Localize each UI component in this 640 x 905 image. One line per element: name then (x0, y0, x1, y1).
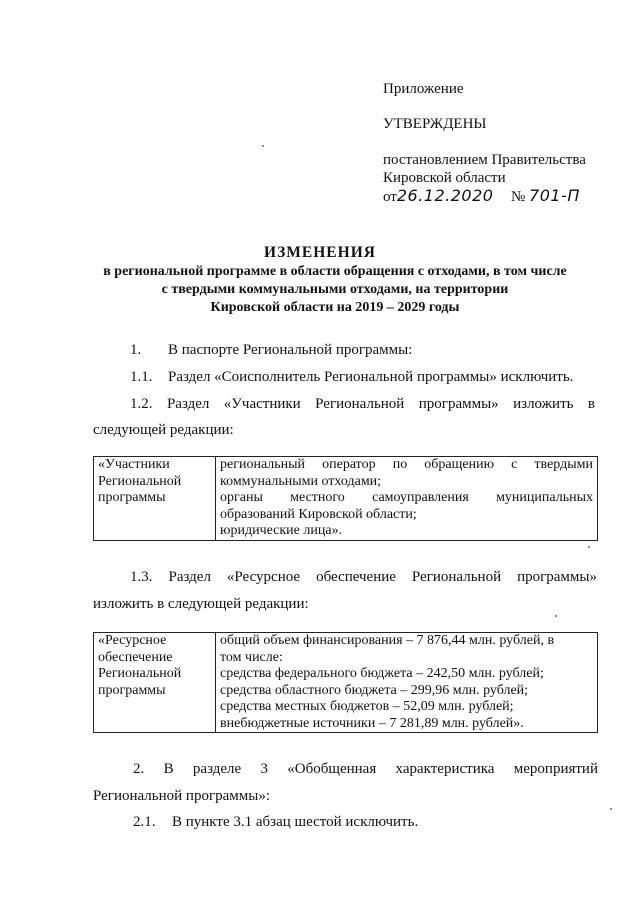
handwritten-number: 701-П (529, 186, 580, 205)
scan-speck (262, 145, 264, 147)
item-1-3-line-2: изложить в следующей редакции: (93, 596, 309, 612)
number-prefix: № (510, 189, 526, 205)
cell-line: «Ресурсное (98, 633, 167, 648)
date-prefix: от (383, 189, 397, 205)
item-2-1-number: 2.1. (133, 814, 156, 830)
cell-line: коммунальными отходами; (220, 473, 382, 489)
resolution-line-2: Кировской области (383, 170, 506, 186)
item-1-2-line-1: 1.2. Раздел «Участники Региональной программы» изложить в (130, 396, 595, 412)
item-1-number: 1. (130, 342, 142, 358)
cell-line: внебюджетные источники – 7 281,89 млн. рублей». (220, 715, 524, 731)
handwritten-date: 26.12.2020 (396, 186, 494, 205)
resource-label-cell (94, 633, 216, 733)
cell-line: средства местных бюджетов – 52,09 млн. рублей; (220, 699, 514, 714)
item-2-1-text: В пункте 3.1 абзац шестой исключить. (172, 814, 419, 830)
cell-line: Региональной (98, 473, 182, 489)
table-row (94, 457, 598, 541)
item-2-line-1: 2. В разделе 3 «Обобщенная характеристика мероприятий (133, 761, 598, 777)
cell-line: региональный оператор по обращению с твердыми (220, 457, 593, 472)
cell-line: обеспечение (98, 649, 173, 665)
approved-label: УТВЕРЖДЕНЫ (383, 116, 487, 132)
title-subline-1: в региональной программе в области обращения с отходами, в том числе (103, 264, 567, 279)
table-row (94, 633, 598, 733)
cell-line: общий объем финансирования – 7 876,44 млн. рублей, в (220, 633, 555, 648)
title-subline-2: с твердыми коммунальными отходами, на территории (161, 282, 509, 297)
resolution-line-1: постановлением Правительства (383, 152, 586, 168)
participants-value-cell (216, 457, 598, 541)
participants-label-cell (94, 457, 216, 541)
cell-line: средства областного бюджета – 299,96 млн. рублей; (220, 682, 529, 698)
cell-line: программы (98, 682, 166, 698)
scan-speck (555, 615, 557, 617)
cell-line: программы (98, 490, 166, 505)
cell-line: юридические лица». (220, 523, 343, 538)
resource-table (93, 632, 598, 733)
resource-value-cell (216, 633, 598, 733)
cell-line: образований Кировской области; (220, 506, 417, 522)
item-1-2-line-2: следующей редакции: (93, 422, 234, 438)
item-2-line-2: Региональной программы»: (93, 788, 270, 804)
item-1-3-line-1: 1.3. Раздел «Ресурсное обеспечение Региональной программы» (130, 569, 597, 585)
title-subline-3: Кировской области на 2019 – 2029 годы (210, 300, 460, 315)
cell-line: том числе: (220, 649, 283, 665)
document-title: ИЗМЕНЕНИЯ (264, 244, 376, 261)
cell-line: органы местного самоуправления муниципальных (220, 490, 593, 505)
item-1-text: В паспорте Региональной программы: (168, 342, 413, 358)
scan-speck (588, 546, 590, 548)
cell-line: «Участники (98, 457, 170, 472)
cell-line: средства федерального бюджета – 242,50 млн. рублей; (220, 666, 544, 681)
item-1-1-text: Раздел «Соисполнитель Региональной программы» исключить. (168, 369, 574, 385)
participants-table (93, 456, 598, 541)
cell-line: Региональной (98, 666, 182, 681)
scan-speck (610, 808, 612, 810)
appendix-label: Приложение (383, 81, 464, 97)
item-1-1-number: 1.1. (130, 369, 153, 385)
date-number-line (383, 187, 580, 206)
